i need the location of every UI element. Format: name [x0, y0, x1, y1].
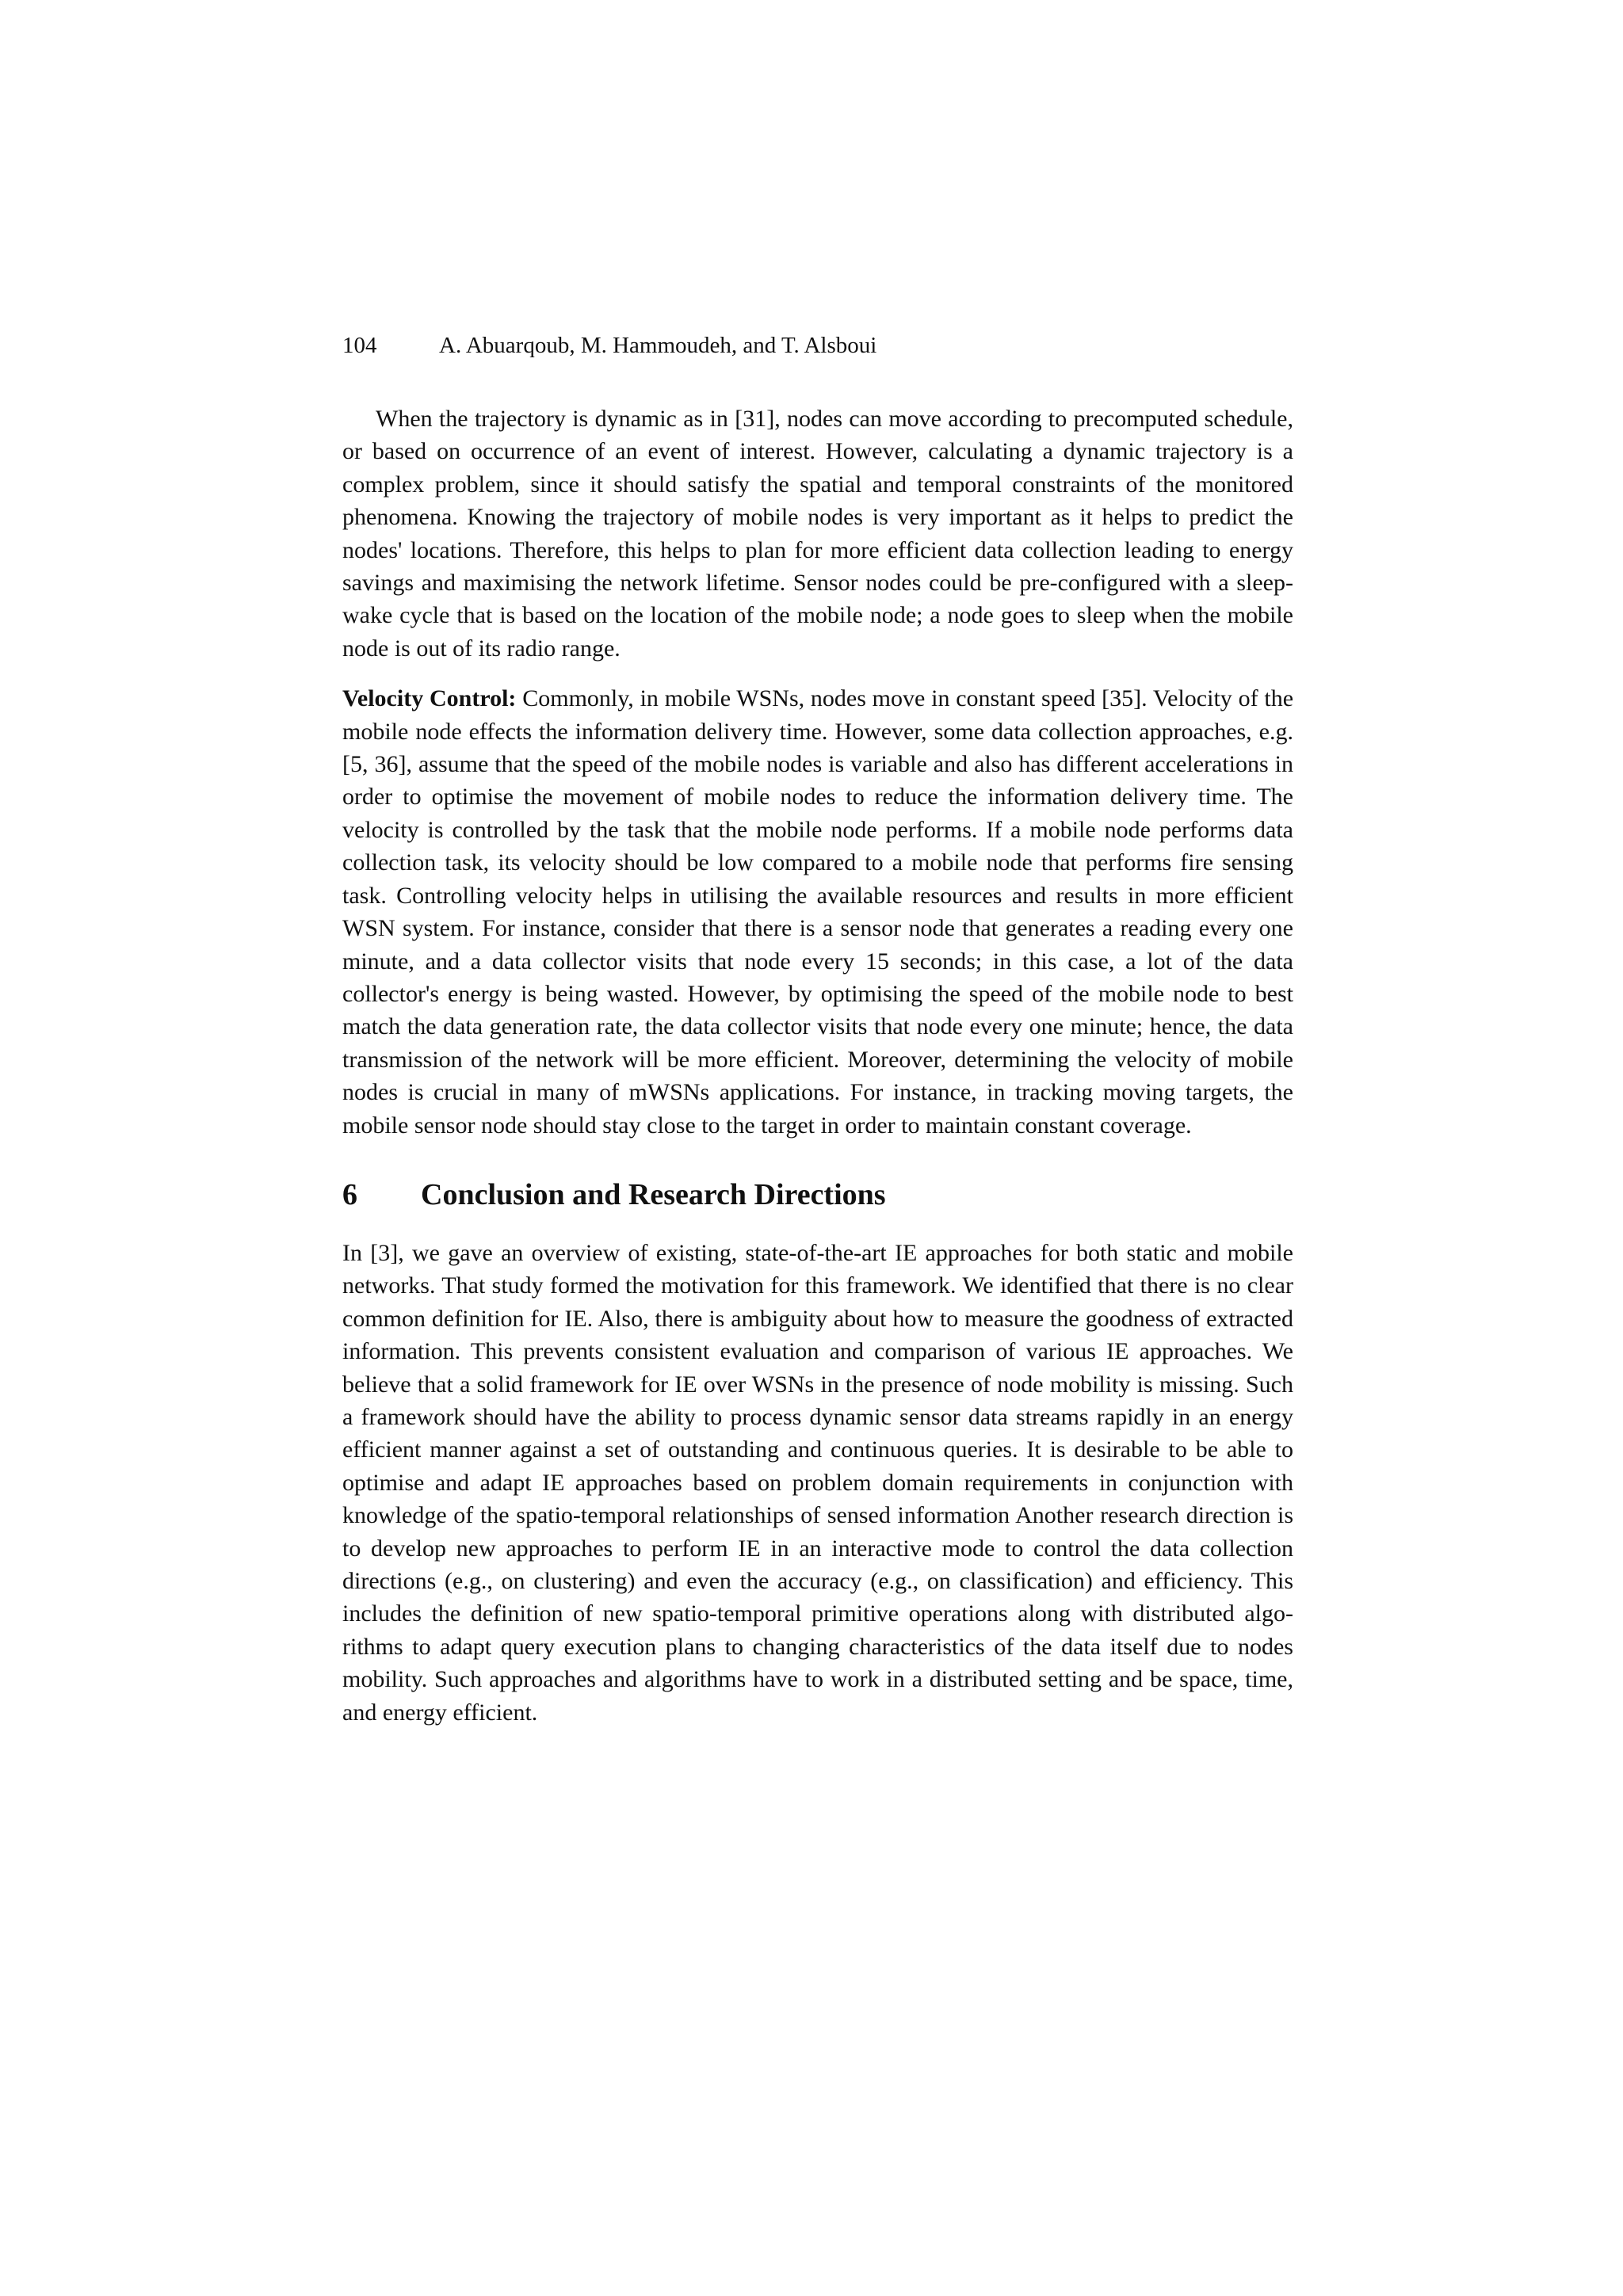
- velocity-control-text: Commonly, in mobile WSNs, nodes move in constant speed [35]. Velocity of the mobile node effects the information delivery time. However, some data collection approaches, e.g. [5, 36], assume that the speed of the mobile nodes is variable and also has different accelerations in order to optimise the movement of mobile nodes to reduce the information delivery time. The velocity is controlled by the task that the mobile node performs. If a mobile node performs data collection task, its velocity should be low compared to a mobile node that performs fire sensing task. Controlling velocity helps in utilising the available resources and results in more efficient WSN system. For instance, consider that there is a sensor node that generates a reading every one minute, and a data collector visits that node every 15 seconds; in this case, a lot of the data collector's energy is being wasted. However, by optimising the speed of the mobile node to best match the data generation rate, the data collector visits that node every one minute; hence, the data transmission of the network will be more efficient. Moreover, determining the velocity of mobile nodes is crucial in many of mWSNs applications. For instance, in tracking moving targets, the mobile sensor node should stay close to the target in order to maintain constant coverage.: [342, 685, 1294, 1138]
- section-number: 6: [342, 1177, 357, 1211]
- section-title: Conclusion and Research Directions: [421, 1177, 886, 1211]
- conclusion-paragraph: In [3], we gave an overview of existing, state-of-the-art IE approaches for both static and mobile networks. That study formed the motivation for this framework. We identified that there is no clear common definition for IE. Also, there is ambiguity about how to measure the goodness of extracted information. This prevents consistent evaluation and comparison of various IE approaches. We believe that a solid framework for IE over WSNs in the presence of node mobility is missing. Such a framework should have the ability to process dynamic sensor data streams rapidly in an energy efficient manner against a set of outstanding and continuous queries. It is desirable to be able to optimise and adapt IE approaches based on problem domain requirements in conjunction with knowledge of the spatio-temporal relationships of sensed information Another research direction is to develop new approaches to perform IE in an interactive mode to control the data collection directions (e.g., on clustering) and even the accuracy (e.g., on classification) and efficiency. This includes the definition of new spatio-temporal primitive operations along with distributed algorithms to adapt query execution plans to changing characteristics of the data itself due to nodes mobility. Such approaches and algorithms have to work in a distributed setting and be space, time, and energy efficient.: [342, 1239, 1293, 1726]
- velocity-control-paragraph: [342, 682, 1293, 1142]
- body-text: [342, 402, 1293, 1729]
- page-number: 104: [342, 333, 377, 358]
- trajectory-paragraph: When the trajectory is dynamic as in [31], nodes can move according to precomputed schedule, or based on occurrence of an event of interest. However, calculating a dynamic trajectory is a complex problem, since it should satisfy the spatial and temporal constraints of the monitored phenomena. Knowing the trajectory of mobile nodes is very important as it helps to predict the nodes' locations. Therefore, this helps to plan for more efficient data collection leading to energy savings and maximising the network lifetime. Sensor nodes could be pre-configured with a sleep-wake cycle that is based on the location of the mobile node; a node goes to sleep when the mobile node is out of its radio range.: [342, 406, 1293, 662]
- running-head: [342, 331, 876, 360]
- running-head-authors: A. Abuarqoub, M. Hammoudeh, and T. Alsboui: [439, 333, 877, 358]
- velocity-control-heading: Velocity Control:: [342, 685, 517, 712]
- section-heading: [342, 1177, 1293, 1213]
